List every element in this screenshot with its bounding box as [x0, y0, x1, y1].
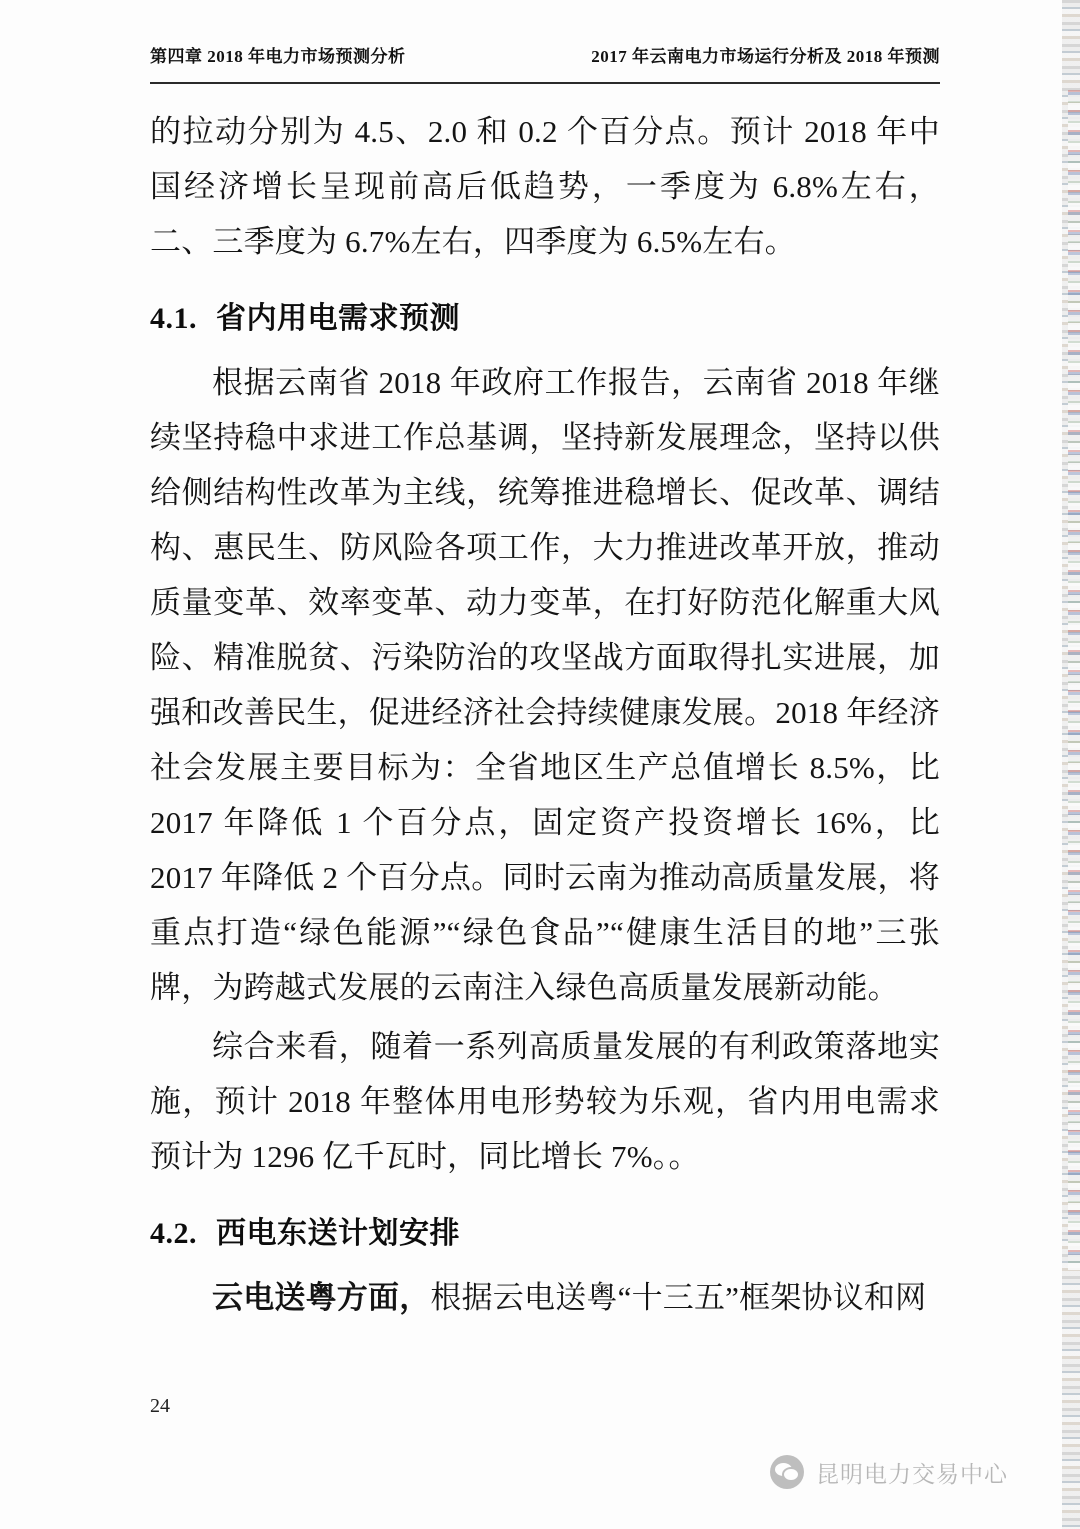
paragraph-continuation: 的拉动分别为 4.5、2.0 和 0.2 个百分点。预计 2018 年中国经济增长呈现前高后低趋势，一季度为 6.8%左右，二、三季度为 6.7%左右，四季度为 6.5%左右。 — [150, 114, 940, 259]
watermark-label: 昆明电力交易中心 — [816, 1461, 1008, 1487]
watermark — [770, 1455, 1008, 1489]
scan-edge-color-noise — [1068, 90, 1080, 1270]
heading-4-1 — [150, 295, 940, 343]
header-divider — [150, 82, 940, 84]
header-document-title: 2017 年云南电力市场运行分析及 2018 年预测 — [591, 47, 940, 66]
paragraph-yun-dian-song-yue — [150, 1270, 940, 1325]
wechat-icon — [770, 1455, 804, 1489]
header-chapter-label: 第四章 2018 年电力市场预测分析 — [150, 47, 406, 66]
page-body — [150, 104, 940, 1329]
page-header — [150, 42, 940, 67]
paragraph-demand-forecast: 根据云南省 2018 年政府工作报告，云南省 2018 年继续坚持稳中求进工作总基调，坚持新发展理念，坚持以供给侧结构性改革为主线，统筹推进稳增长、促改革、调结构、惠民生、防风险各项工作，大力推进改革开放，推动质量变革、效率变革、动力变革，在打好防范化解重大风险、精准脱贫、污染防治的攻坚战方面取得扎实进展，加强和改善民生，促进经济社会持续健康发展。2018 年经济社会发展主要目标为：全省地区生产总值增长 8.5%，比 2017 年降低 1 个百分点，固定资产投资增长 16%，比 2017 年降低 2 个百分点。同时云南为推动高质量发展，将重点打造“绿色能源”“绿色食品”“健康生活目的地”三张牌，为跨越式发展的云南注入绿色高质量发展新动能。 — [150, 365, 940, 1005]
heading-4-2 — [150, 1210, 940, 1258]
heading-4-2-title: 西电东送计划安排 — [216, 1217, 460, 1250]
heading-4-1-number: 4.1. — [150, 302, 197, 335]
heading-4-1-title: 省内用电需求预测 — [216, 302, 460, 335]
page-number: 24 — [150, 1395, 170, 1417]
paragraph-summary: 综合来看，随着一系列高质量发展的有利政策落地实施，预计 2018 年整体用电形势较为乐观，省内用电需求预计为 1296 亿千瓦时，同比增长 7%。。 — [150, 1029, 940, 1174]
heading-4-2-number: 4.2. — [150, 1217, 197, 1250]
paragraph-lead-text: 根据云电送粤“十三五”框架协议和网 — [430, 1280, 927, 1315]
paragraph-lead-label: 云电送粤方面， — [212, 1280, 431, 1315]
